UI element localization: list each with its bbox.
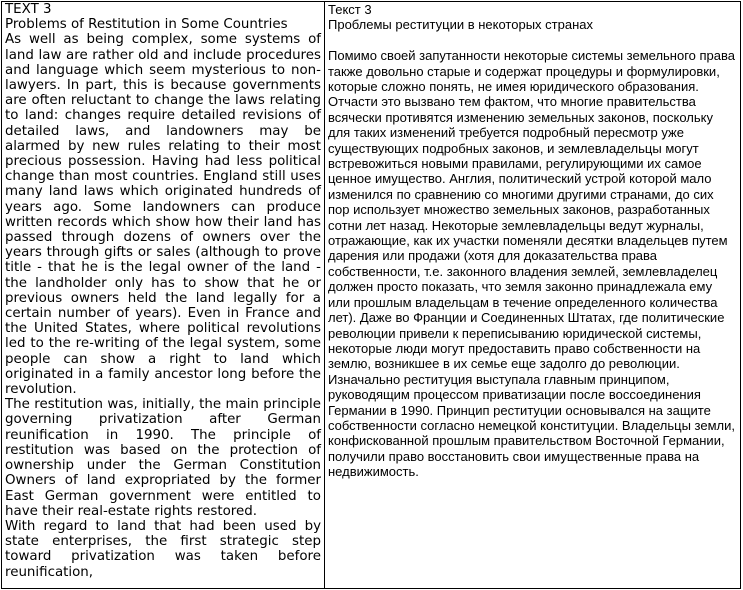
paragraph-gap: [328, 33, 737, 48]
russian-paragraph-1: Помимо своей запутанности некоторые системы земельного права также довольно старые и содержат процедуры и формулировки, которые сложно понять, не имея юридического образования. Отчасти это вызвано тем фактом, что многие правительства всячески противятся изменению земельных законов, поскольку для таких изменений требуется подробный пересмотр уже существующих подробных законов, и землевладельцы могут встревожиться новыми правилами, регулирующими их самое ценное имущество. Англия, политический устрой которой мало изменился по сравнению со многими другими странами, до сих пор использует множество земельных законов, разработанных сотни лет назад. Некоторые землевладельцы ведут журналы, отражающие, как их участки поменяли десятки владельцев путем дарения или продажи (хотя для доказательства права собственности, т.е. законного владения землей, землевладелец должен просто показать, что земля законно принадлежала ему или прошлым владельцам в течение определенного количества лет). Даже во Франции и Соединенных Штатах, где политические революции привели к переписыванию юридической системы, некоторые люди могут предоставить право собственности на землю, возникшее в их семье еще задолго до революции.: [328, 48, 735, 372]
english-title: Problems of Restitution in Some Countries: [5, 17, 288, 33]
russian-column: [325, 2, 741, 589]
english-text-label: TEXT 3: [5, 2, 52, 17]
russian-paragraph-2: Изначально реституция выступала главным принципом, руководящим процессом приватизации после воссоединения Германии в 1990. Принцип реституции основывался на защите собственности согласно немецкой конституции. Владельцы земли, конфискованной прошлым правительством Восточной Германии, получили право восстановить свои имущественные права на недвижимость.: [328, 371, 735, 480]
english-paragraph-3: With regard to land that had been used by state enterprises, the first strategic step toward privatization was taken before reunification,: [5, 518, 321, 580]
table-row: [2, 2, 741, 589]
russian-title: Проблемы реституции в некоторых странах: [328, 17, 593, 33]
russian-text-label: Текст 3: [328, 2, 372, 17]
english-paragraph-2: The restitution was, initially, the main principle governing privatization after German reunification in 1990. The principle of restitution was based on the protection of ownership under the German Constitution Owners of land expropriated by the former East German government were entitled to have their real-estate rights restored.: [5, 397, 321, 519]
english-column: [2, 2, 325, 589]
english-paragraph-1: As well as being complex, some systems of land law are rather old and include procedures and language which seem mysterious to non-lawyers. In part, this is because governments are often reluctant to change the laws relating to land: changes require detailed revisions of detailed laws, and landowners may be alarmed by new rules relating to their most precious possession. Having had less political change than most countries. England still uses many land laws which originated hundreds of years ago. Some landowners can produce written records which show how their land has passed through dozens of owners over the years through gifts or sales (although to prove title - that he is the legal owner of the land - the landholder only has to show that he or previous owners held the land legally for a certain number of years). Even in France and the United States, where political revolutions led to the re-writing of the legal system, some people can show a right to land which originated in a family ancestor long before the revolution.: [5, 32, 321, 398]
bilingual-text-table: [1, 1, 741, 589]
